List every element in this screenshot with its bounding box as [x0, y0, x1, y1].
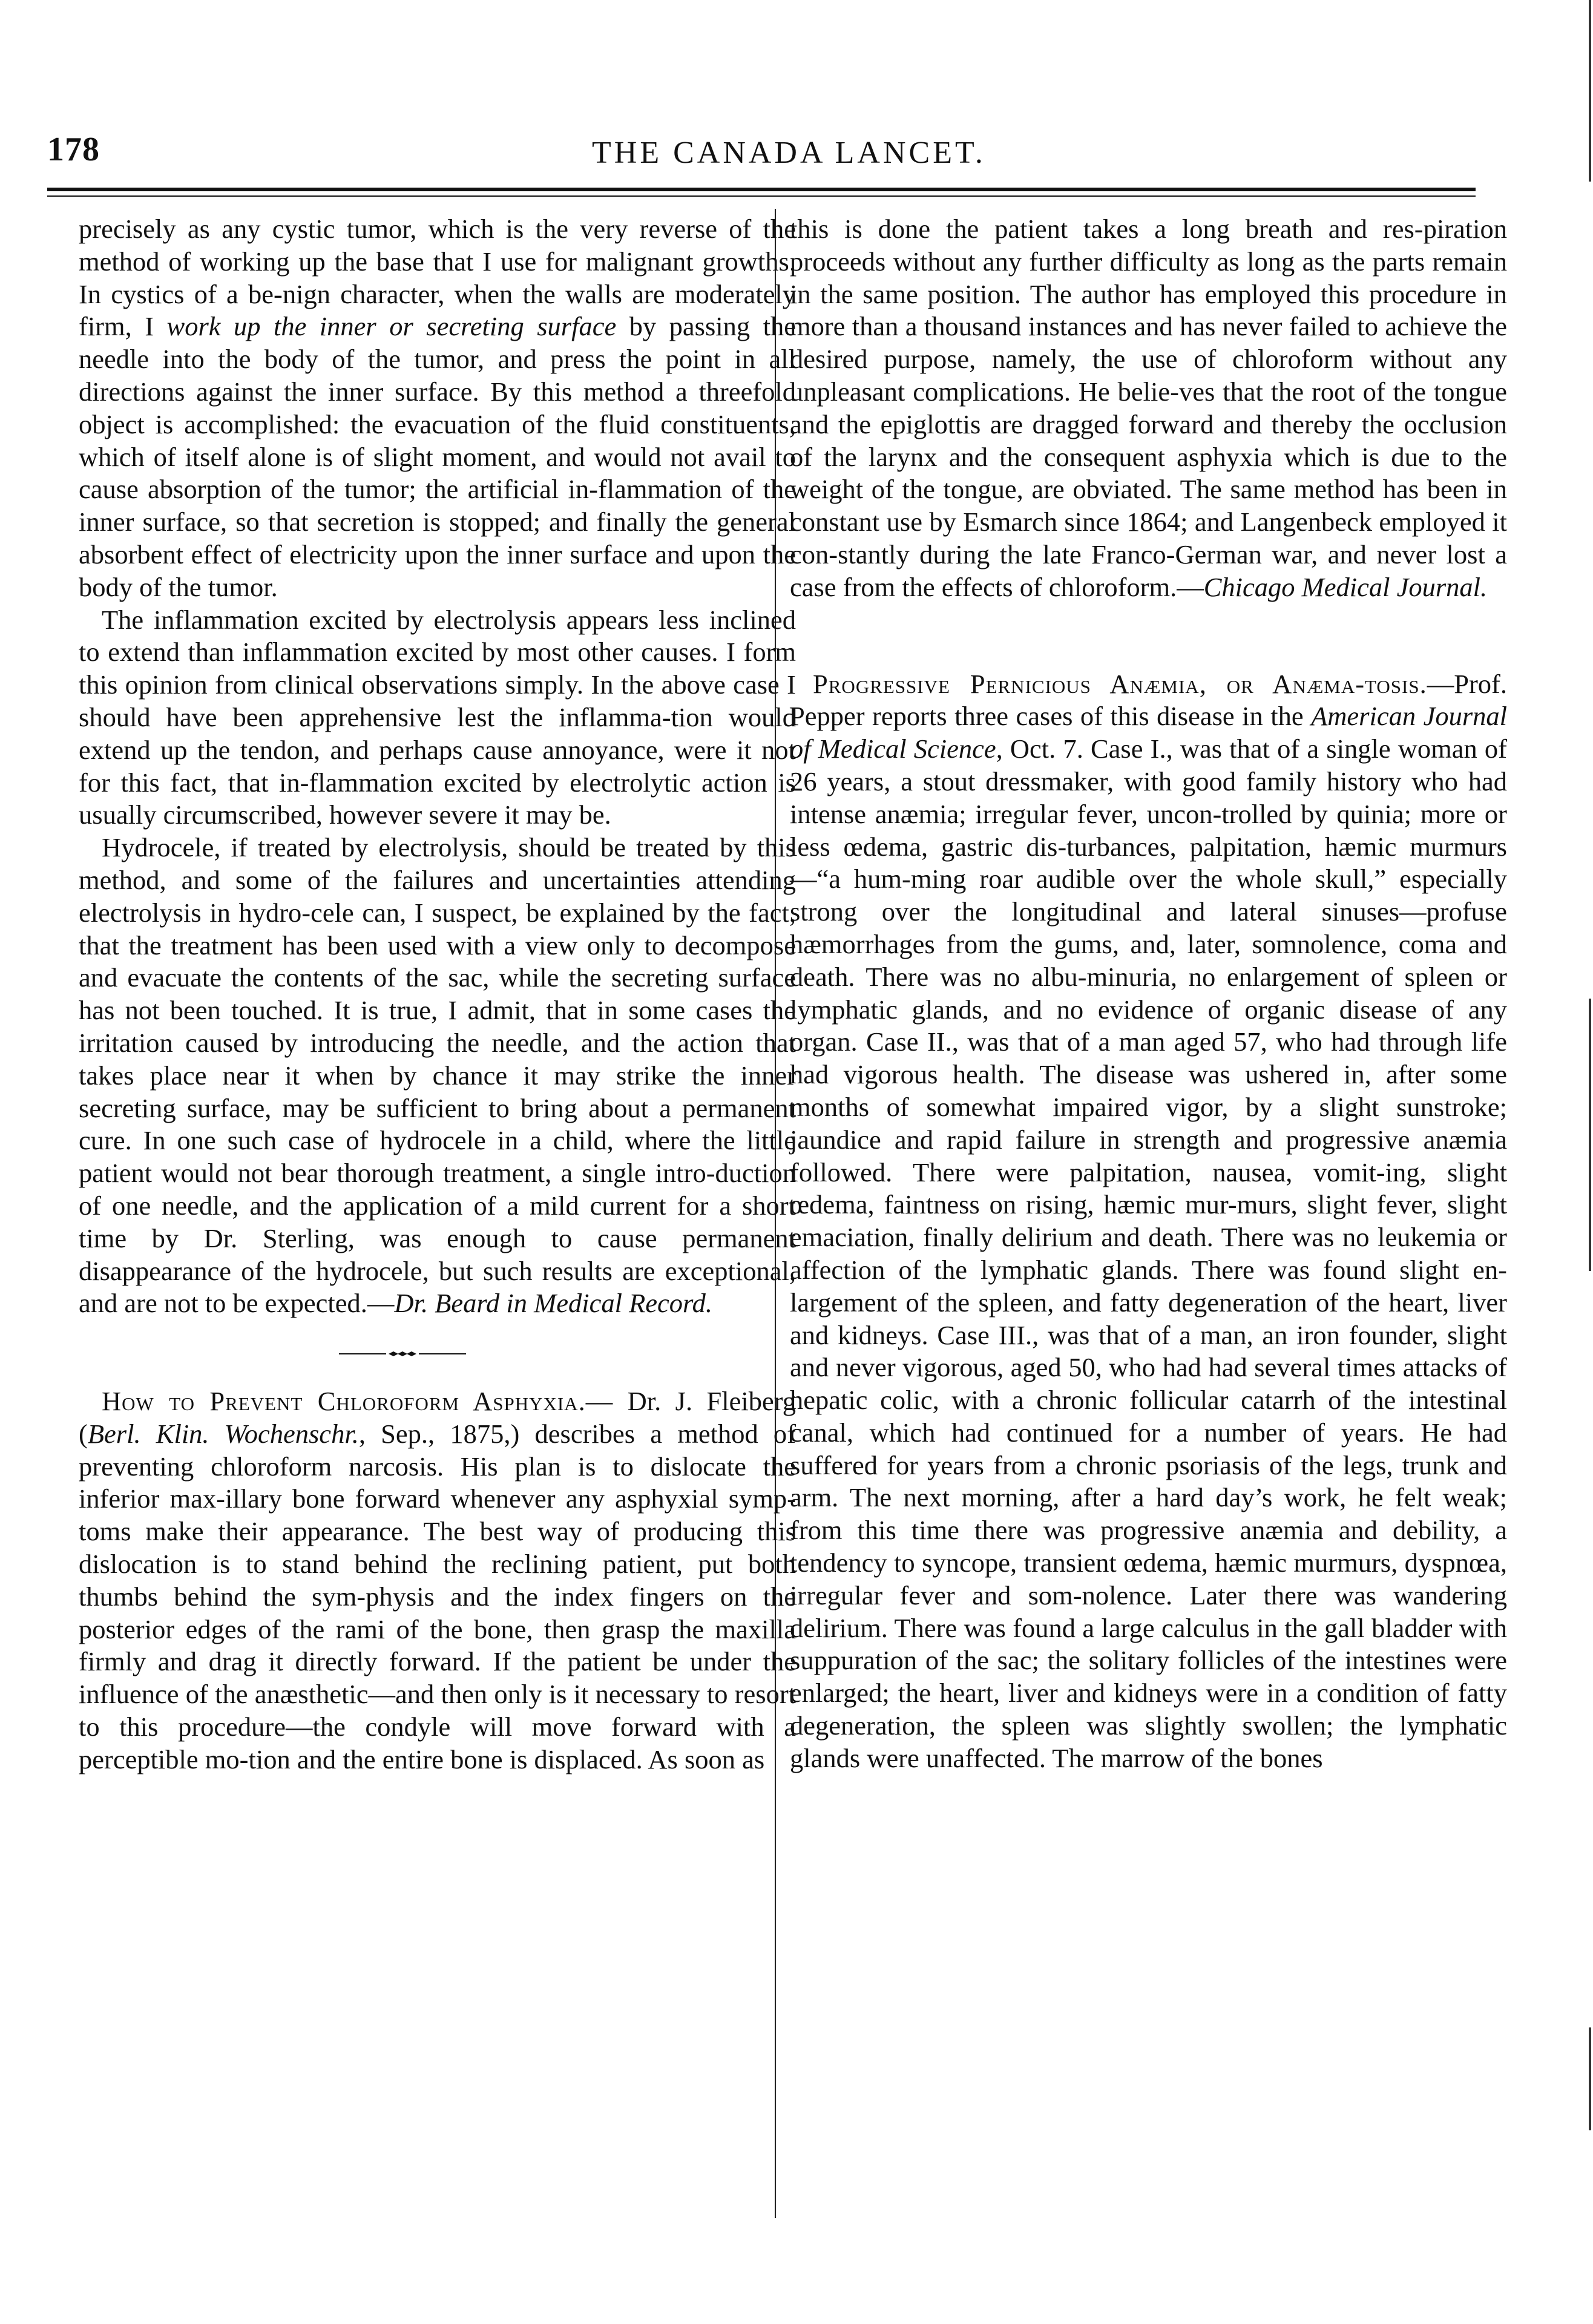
- page-edge-mark: [1587, 0, 1593, 2324]
- text-run: this is done the patient takes a long breath and res-piration proceeds without any further difficulty as long as the parts remain in the same position. The author has employed this procedure in more than a thousand instances and has never failed to achieve the desired purpose, namely, the use of chloroform without any unpleasant complications. He belie-ves that the root of the tongue and the epiglottis are dragged forward and thereby the occlusion of the larynx and the consequent asphyxia which is due to the weight of the tongue, are obviated. The same method has been in constant use by Esmarch since 1864; and Langenbeck employed it con-stantly during the late Franco-German war, and never lost a case from the effects of chloroform.—: [790, 214, 1507, 602]
- section-heading-anaemia: Progressive Pernicious Anæmia, or Anæma-tosis.: [813, 668, 1427, 699]
- text-run: precisely as any cystic tumor, which is the very reverse of the method of working up the base that I use for malignant growths. In cystics of a be-nign character, when the walls are moderately firm, I: [79, 214, 796, 342]
- text-run: Oct. 7. Case I., was that of a single woman of 26 years, a stout dressmaker, with good family history who had intense anæmia; irregular fever, uncon-trolled by quinia; more or less œdema, gastric dis-turbances, palpitation, hæmic murmurs—“a hum-ming roar audible over the whole skull,” especially strong over the longitudinal and lateral sinuses—profuse hæmorrhages from the gums, and, later, somnolence, coma and death. There was no albu-minuria, no enlargement of spleen or lymphatic glands, and no evidence of organic disease of any organ. Case II., was that of a man aged 57, who had through life had vigorous health. The disease was ushered in, after some months of somewhat impaired vigor, by a slight sunstroke; jaundice and rapid failure in strength and progressive anæmia followed. There were palpitation, nausea, vomit-ing, slight œdema, faintness on rising, hæmic mur-murs, slight fever, slight emaciation, finally delirium and death. There was no leukemia or affection of the lymphatic glands. There was found slight en-largement of the spleen, and fatty degeneration of the heart, liver and kidneys. Case III., was that of a man, an iron founder, slight and never vigorous, aged 50, who had had several times attacks of hepatic colic, with a chronic follicular catarrh of the intestinal canal, which had continued for a number of years. He had suffered for years from a chronic psoriasis of the legs, trunk and arm. The next morning, after a hard day’s work, he felt weak; from this time there was progressive anæmia and debility, a tendency to syncope, transient œdema, hæmic murmurs, dyspnœa, irregular fever and som-nolence. Later there was wandering delirium. There was found a large calculus in the gall bladder with suppuration of the sac; the solitary follicles of the intestines were enlarged; the heart, liver and kidneys were in a condition of fatty degeneration, the spleen was slightly swollen; the lymphatic glands were unaffected. The marrow of the bones: [790, 734, 1508, 1773]
- ornament-rule: [339, 1351, 466, 1356]
- running-title: THE CANADA LANCET.: [592, 136, 986, 170]
- paragraph-chloroform-continued: [790, 213, 1507, 604]
- section-heading-chloroform: How to Prevent Chloroform Asphyxia.—: [102, 1386, 614, 1417]
- right-column: [790, 213, 1507, 1775]
- header-rule-thin: [47, 195, 1476, 197]
- page-number: 178: [47, 131, 100, 168]
- paragraph-inflammation: The inflammation excited by electrolysis appears less inclined to extend than inflammation excited by most other causes. I form this opinion from clinical observations simply. In the above case I should have been apprehensive lest the inflamma-tion would extend up the tendon, and perhaps cause annoyance, were it not for this fact, that in-flammation excited by electrolytic action is usually circumscribed, however severe it may be.: [79, 604, 796, 830]
- citation-beard: Dr. Beard in Medical Record.: [394, 1288, 713, 1319]
- paragraph-cystic-tumor: [79, 213, 796, 604]
- source-berl-klin: Berl. Klin. Wochenschr.: [87, 1418, 359, 1449]
- paragraph-hydrocele: [79, 832, 796, 1320]
- text-run: —Prof. Pepper reports three cases of this disease in the: [790, 668, 1507, 732]
- header-rule-thick: [47, 188, 1476, 191]
- source-american-journal: American Journal of Medical Science,: [790, 701, 1508, 764]
- citation-chicago-journal: Chicago Medical Journal.: [1203, 571, 1488, 602]
- page-header: [47, 130, 1476, 185]
- text-run: , Sep., 1875,) describes a method of preventing chloroform narcosis. His plan is to dislocate the inferior max-illary bone forward whenever any asphyxial symp-toms make their appearance. The best way of producing this dislocation is to stand behind the reclining patient, put both thumbs behind the sym-physis and the index fingers on the posterior edges of the rami of the bone, then grasp the maxilla firmly and drag it directly forward. If the patient be under the influence of the anæsthetic—and then only is it necessary to resort to this procedure—the condyle will move forward with a perceptible mo-tion and the entire bone is displaced. As soon as: [79, 1418, 796, 1774]
- section-gap: [790, 604, 1507, 668]
- text-run: by passing the needle into the body of the tumor, and press the point in all directions against the inner surface. By this method a threefold object is accomplished: the evacuation of the fluid constituents, which of itself alone is of slight moment, and would not avail to cause absorption of the tumor; the artificial in-flammation of the inner surface, so that secretion is stopped; and finally the general absorbent effect of electricity upon the inner surface and upon the body of the tumor.: [79, 311, 796, 602]
- text-run: Hydrocele, if treated by electrolysis, should be treated by this method, and some of the failures and uncertainties attending electrolysis in hydro-cele can, I suspect, be explained by the fact, that the treatment has been used with a view only to decompose and evacuate the contents of the sac, while the secreting surface has not been touched. It is true, I admit, that in some cases the irritation caused by introducing the needle, and the action that takes place near it when by chance it may strike the inner secreting surface, may be sufficient to bring about a permanent cure. In one such case of hydrocele in a child, where the little patient would not bear thorough treatment, a single intro-duction of one needle, and the application of a mild current for a short time by Dr. Sterling, was enough to cause permanent disappearance of the hydrocele, but such results are exceptional, and are not to be expected.—: [79, 832, 796, 1319]
- paragraph-anaemia: [790, 668, 1507, 1775]
- left-column: [79, 213, 796, 1776]
- ornament-rule-graphic: [339, 1351, 466, 1356]
- italic-run: work up the inner or secreting surface: [166, 311, 617, 342]
- paragraph-chloroform: [79, 1385, 796, 1776]
- section-ornament: [79, 1320, 796, 1385]
- text-run: Dr. J. Fleiberg (: [79, 1386, 796, 1449]
